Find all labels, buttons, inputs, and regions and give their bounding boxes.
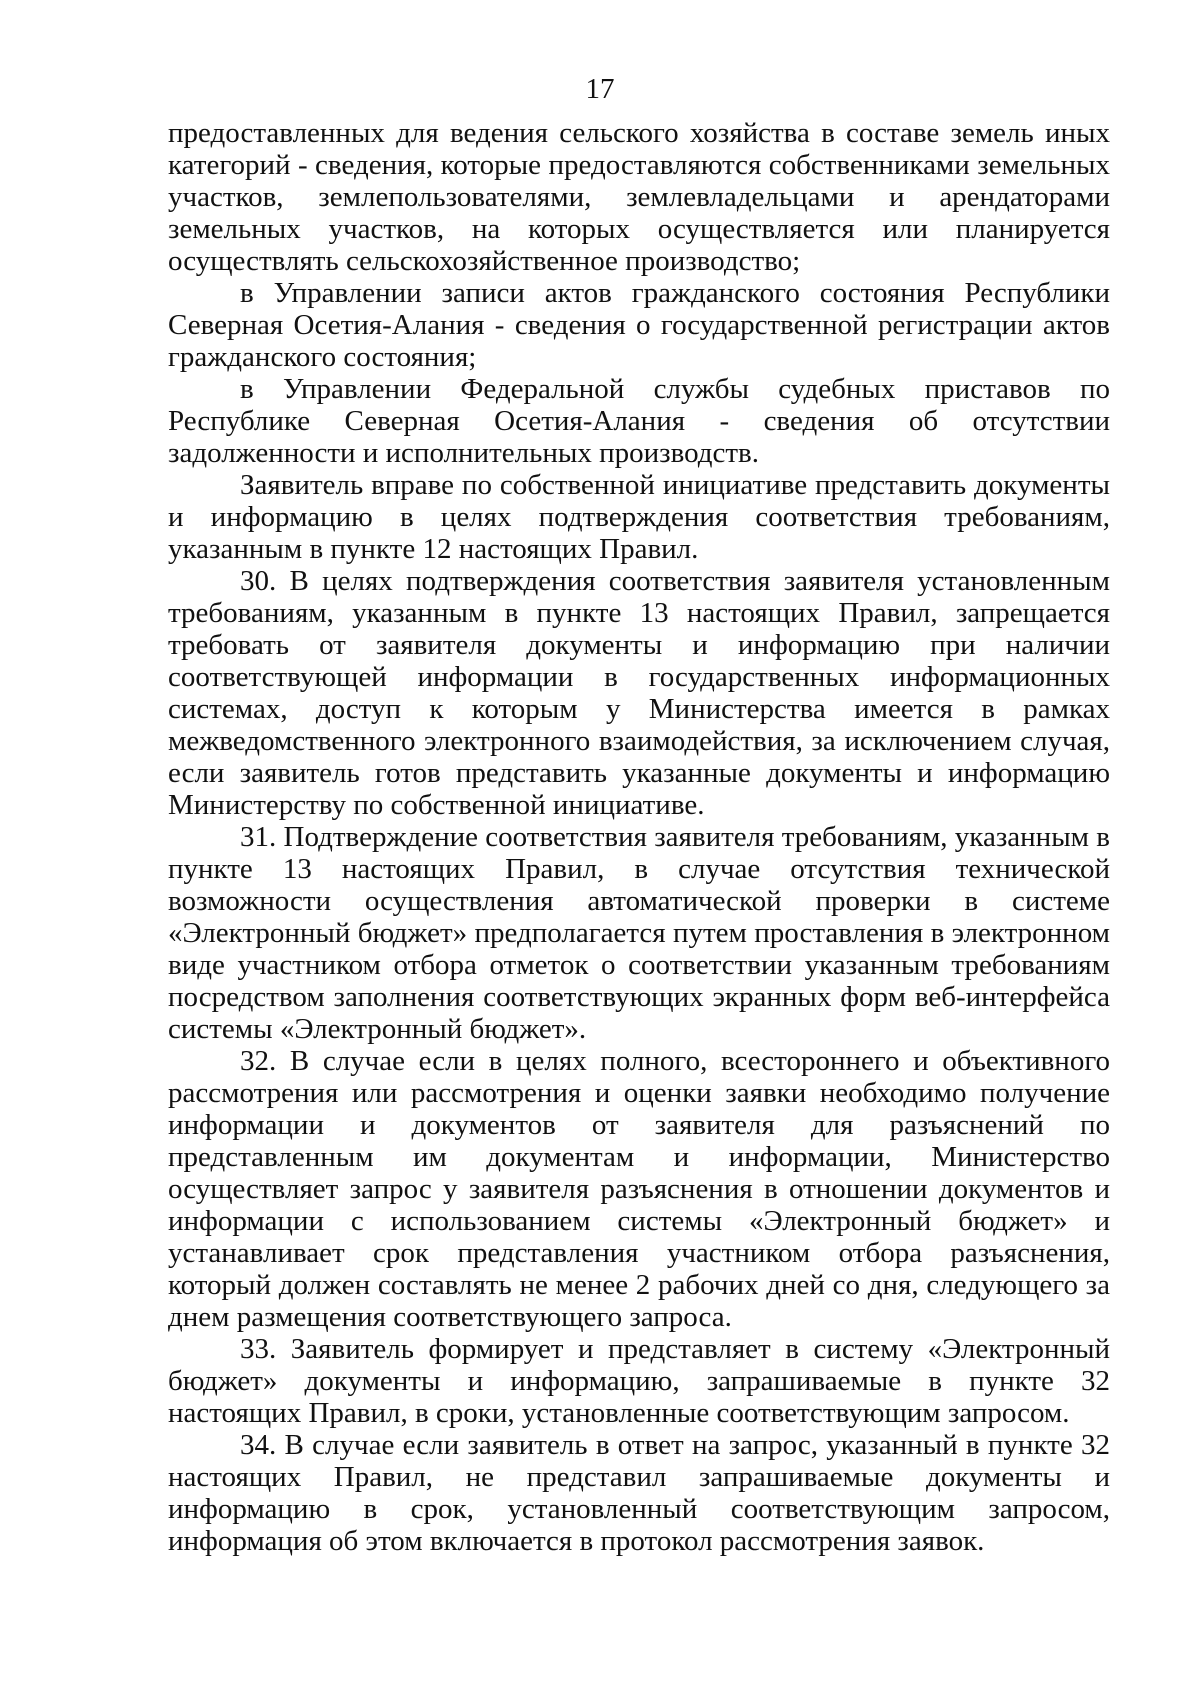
paragraph-bailiffs-service: в Управлении Федеральной службы судебных приставов по Республике Северная Осетия-Алания - сведения об отсутствии задолженности и исполнительных производств.	[168, 373, 1110, 469]
paragraph-clause-34: 34. В случае если заявитель в ответ на запрос, указанный в пункте 32 настоящих Правил, не представил запрашиваемые документы и информацию в срок, установленный соответствующим запросом, информация об этом включается в протокол рассмотрения заявок.	[168, 1429, 1110, 1557]
paragraph-clause-33: 33. Заявитель формирует и представляет в систему «Электронный бюджет» документы и информацию, запрашиваемые в пункте 32 настоящих Правил, в сроки, установленные соответствующим запросом.	[168, 1333, 1110, 1429]
paragraph-land-categories: предоставленных для ведения сельского хозяйства в составе земель иных категорий - сведения, которые предоставляются собственниками земельных участков, землепользователями, землевладельцами и арендаторами земельных участков, на которых осуществляется или планируется осуществлять сельскохозяйственное производство;	[168, 117, 1110, 277]
paragraph-applicant-initiative: Заявитель вправе по собственной инициативе представить документы и информацию в целях подтверждения соответствия требованиям, указанным в пункте 12 настоящих Правил.	[168, 469, 1110, 565]
document-body	[168, 117, 1110, 1557]
paragraph-clause-31: 31. Подтверждение соответствия заявителя требованиям, указанным в пункте 13 настоящих Правил, в случае отсутствия технической возможности осуществления автоматической проверки в системе «Электронный бюджет» предполагается путем проставления в электронном виде участником отбора отметок о соответствии указанным требованиям посредством заполнения соответствующих экранных форм веб-интерфейса системы «Электронный бюджет».	[168, 821, 1110, 1045]
paragraph-clause-32: 32. В случае если в целях полного, всестороннего и объективного рассмотрения или рассмотрения и оценки заявки необходимо получение информации и документов от заявителя для разъяснений по представленным им документам и информации, Министерство осуществляет запрос у заявителя разъяснения в отношении документов и информации с использованием системы «Электронный бюджет» и устанавливает срок представления участником отбора разъяснения, который должен составлять не менее 2 рабочих дней со дня, следующего за днем размещения соответствующего запроса.	[168, 1045, 1110, 1333]
paragraph-civil-registry: в Управлении записи актов гражданского состояния Республики Северная Осетия-Алания - сведения о государственной регистрации актов гражданского состояния;	[168, 277, 1110, 373]
page-number: 17	[585, 73, 615, 105]
paragraph-clause-30: 30. В целях подтверждения соответствия заявителя установленным требованиям, указанным в пункте 13 настоящих Правил, запрещается требовать от заявителя документы и информацию при наличии соответствующей информации в государственных информационных системах, доступ к которым у Министерства имеется в рамках межведомственного электронного взаимодействия, за исключением случая, если заявитель готов представить указанные документы и информацию Министерству по собственной инициативе.	[168, 565, 1110, 821]
